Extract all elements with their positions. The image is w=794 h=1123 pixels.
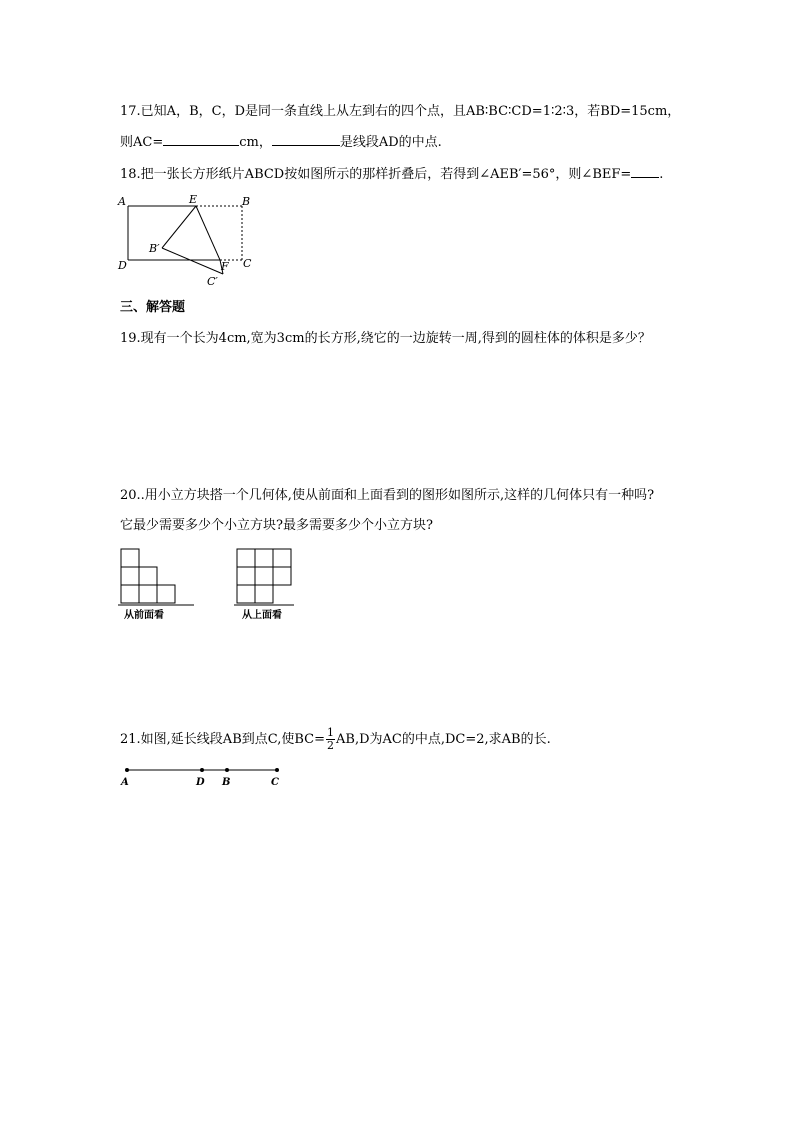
section-heading: 三、解答题 (120, 300, 186, 315)
q20-line1: 20..用小立方块搭一个几何体,使从前面和上面看到的图形如图所示,这样的几何体只有一种吗? (120, 488, 655, 503)
caption-top-view: 从上面看 (242, 610, 282, 621)
q20-line2: 它最少需要多少个小立方块?最多需要多少个小立方块? (120, 518, 433, 533)
q21-segment-figure (118, 762, 288, 788)
q18-text-a: 18.把一张长方形纸片ABCD按如图所示的那样折叠后，若得到∠AEB′=56°，则∠BEF= (120, 167, 632, 182)
label-c-prime: C′ (207, 275, 218, 288)
q17-text-b: cm， (239, 135, 272, 150)
q18-text (120, 163, 663, 185)
q17-line1: 17.已知A，B，C，D是同一条直线上从左到右的四个点，且AB∶BC∶CD=1∶2∶3，若BD=15cm， (120, 104, 681, 119)
q17-text-a: 则AC= (120, 135, 164, 150)
label-point-b: B (222, 777, 231, 788)
q17-line2 (120, 131, 442, 153)
label-d: D (118, 259, 127, 272)
q18-fold-figure (115, 192, 265, 288)
fraction-numerator: 1 (327, 726, 334, 739)
label-b-prime: B′ (149, 242, 160, 255)
label-b: B (242, 195, 251, 208)
fold-line-ef (196, 206, 220, 260)
q21-text (120, 723, 551, 757)
q21-text-a: 21.如图,延长线段AB到点C,使BC= (120, 732, 325, 747)
q18-text-b: . (659, 167, 664, 182)
q18-blank-bef[interactable] (631, 163, 659, 178)
label-point-a: A (121, 777, 129, 788)
top-view-grid (237, 549, 291, 603)
q20-views-figure (118, 546, 308, 622)
fraction-denominator: 2 (327, 739, 334, 752)
flap-edge-eb (162, 206, 196, 248)
point-c (275, 768, 279, 772)
flap-edge-bc (162, 248, 223, 274)
caption-front-view: 从前面看 (124, 610, 164, 621)
point-d (200, 768, 204, 772)
front-view-grid (121, 549, 175, 603)
q21-fraction (326, 727, 335, 752)
q21-text-b: AB,D为AC的中点,DC=2,求AB的长. (336, 732, 551, 747)
point-a (125, 768, 129, 772)
label-a: A (118, 195, 126, 208)
q17-blank-midpoint[interactable] (272, 131, 340, 146)
q17-text-c: 是线段AD的中点. (339, 135, 442, 150)
point-b (225, 768, 229, 772)
q17-blank-ac[interactable] (163, 131, 239, 146)
label-c: C (243, 257, 252, 270)
label-e: E (189, 193, 198, 206)
label-f: F (221, 260, 229, 273)
q19-text: 19.现有一个长为4cm,宽为3cm的长方形,绕它的一边旋转一周,得到的圆柱体的体积是多少？ (120, 331, 651, 346)
label-point-c: C (271, 777, 279, 788)
label-point-d: D (196, 777, 205, 788)
